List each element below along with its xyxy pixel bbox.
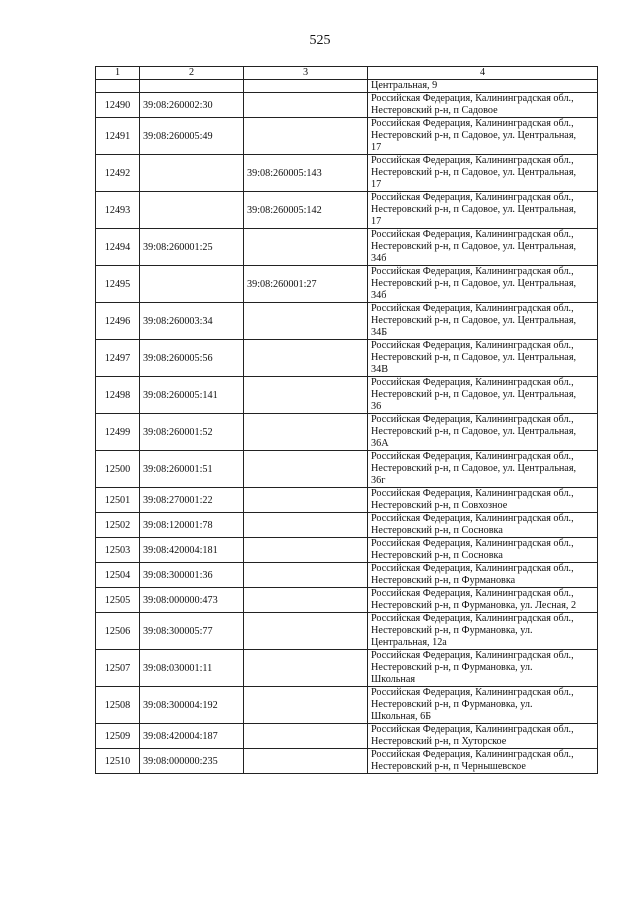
cadastral-number-building: 39:08:260005:143 bbox=[244, 155, 368, 192]
row-number: 12501 bbox=[96, 488, 140, 513]
cadastral-number-land: 39:08:120001:78 bbox=[140, 513, 244, 538]
table-row bbox=[96, 377, 598, 414]
table-row bbox=[96, 513, 598, 538]
table-row bbox=[96, 650, 598, 687]
table-row bbox=[96, 118, 598, 155]
row-number: 12508 bbox=[96, 687, 140, 724]
cadastral-number-building bbox=[244, 451, 368, 488]
address: Российская Федерация, Калининградская обл., Нестеровский р-н, п Садовое, ул. Центральная, 36 bbox=[368, 377, 598, 414]
cadastral-number-land: 39:08:420004:181 bbox=[140, 538, 244, 563]
table-row bbox=[96, 340, 598, 377]
header-col-1: 1 bbox=[96, 67, 140, 80]
row-number: 12495 bbox=[96, 266, 140, 303]
cadastral-number-land: 39:08:260003:34 bbox=[140, 303, 244, 340]
cadastral-number-land: 39:08:270001:22 bbox=[140, 488, 244, 513]
row-number: 12493 bbox=[96, 192, 140, 229]
cadastral-number-land: 39:08:260001:51 bbox=[140, 451, 244, 488]
row-number: 12510 bbox=[96, 749, 140, 774]
cadastral-number-building bbox=[244, 588, 368, 613]
table-row bbox=[96, 588, 598, 613]
cadastral-number-land: 39:08:000000:235 bbox=[140, 749, 244, 774]
row-number: 12496 bbox=[96, 303, 140, 340]
table-row bbox=[96, 488, 598, 513]
cadastral-number-land: 39:08:260005:141 bbox=[140, 377, 244, 414]
cadastral-number-building bbox=[244, 93, 368, 118]
header-col-3: 3 bbox=[244, 67, 368, 80]
cadastral-number-building: 39:08:260005:142 bbox=[244, 192, 368, 229]
cadastral-number-building bbox=[244, 724, 368, 749]
cadastral-number-land: 39:08:300005:77 bbox=[140, 613, 244, 650]
row-number: 12502 bbox=[96, 513, 140, 538]
row-number: 12497 bbox=[96, 340, 140, 377]
table-row bbox=[96, 192, 598, 229]
address: Российская Федерация, Калининградская обл., Нестеровский р-н, п Садовое, ул. Центральная, 36А bbox=[368, 414, 598, 451]
address: Российская Федерация, Калининградская обл., Нестеровский р-н, п Фурмановка, ул. Лесная, 2 bbox=[368, 588, 598, 613]
table-row bbox=[96, 155, 598, 192]
row-number: 12494 bbox=[96, 229, 140, 266]
address: Российская Федерация, Калининградская обл., Нестеровский р-н, п Садовое, ул. Центральная, 17 bbox=[368, 192, 598, 229]
cadastral-number-building bbox=[244, 513, 368, 538]
page-number: 525 bbox=[309, 33, 331, 48]
table-row bbox=[96, 229, 598, 266]
cadastral-number-building bbox=[244, 80, 368, 93]
address: Российская Федерация, Калининградская обл., Нестеровский р-н, п Чернышевское bbox=[368, 749, 598, 774]
cadastral-number-land bbox=[140, 192, 244, 229]
address: Российская Федерация, Калининградская обл., Нестеровский р-н, п Фурмановка bbox=[368, 563, 598, 588]
cadastral-number-land: 39:08:260001:25 bbox=[140, 229, 244, 266]
cadastral-number-building bbox=[244, 414, 368, 451]
cadastral-number-building bbox=[244, 377, 368, 414]
table-row bbox=[96, 451, 598, 488]
registry-table bbox=[95, 66, 598, 774]
cadastral-number-building: 39:08:260001:27 bbox=[244, 266, 368, 303]
cadastral-number-building bbox=[244, 613, 368, 650]
cadastral-number-land bbox=[140, 266, 244, 303]
row-number: 12509 bbox=[96, 724, 140, 749]
row-number: 12500 bbox=[96, 451, 140, 488]
address: Российская Федерация, Калининградская обл., Нестеровский р-н, п Совхозное bbox=[368, 488, 598, 513]
address: Российская Федерация, Калининградская обл., Нестеровский р-н, п Сосновка bbox=[368, 538, 598, 563]
table-row bbox=[96, 749, 598, 774]
cadastral-number-land: 39:08:420004:187 bbox=[140, 724, 244, 749]
header-col-4: 4 bbox=[368, 67, 598, 80]
address: Российская Федерация, Калининградская обл., Нестеровский р-н, п Садовое, ул. Центральная, 34б bbox=[368, 266, 598, 303]
header-col-2: 2 bbox=[140, 67, 244, 80]
table-row bbox=[96, 414, 598, 451]
address: Российская Федерация, Калининградская обл., Нестеровский р-н, п Хуторское bbox=[368, 724, 598, 749]
cadastral-number-land: 39:08:300001:36 bbox=[140, 563, 244, 588]
cadastral-number-building bbox=[244, 538, 368, 563]
cadastral-number-land: 39:08:260005:56 bbox=[140, 340, 244, 377]
row-number: 12492 bbox=[96, 155, 140, 192]
cadastral-number-land: 39:08:260002:30 bbox=[140, 93, 244, 118]
table-row bbox=[96, 303, 598, 340]
row-number: 12503 bbox=[96, 538, 140, 563]
address: Российская Федерация, Калининградская обл., Нестеровский р-н, п Садовое, ул. Центральная, 34В bbox=[368, 340, 598, 377]
address: Российская Федерация, Калининградская обл., Нестеровский р-н, п Садовое, ул. Центральная, 36г bbox=[368, 451, 598, 488]
cadastral-number-building bbox=[244, 687, 368, 724]
cadastral-number-building bbox=[244, 118, 368, 155]
row-number: 12507 bbox=[96, 650, 140, 687]
row-number: 12491 bbox=[96, 118, 140, 155]
cadastral-number-land: 39:08:030001:11 bbox=[140, 650, 244, 687]
address: Российская Федерация, Калининградская обл., Нестеровский р-н, п Садовое, ул. Центральная, 34Б bbox=[368, 303, 598, 340]
cadastral-number-land: 39:08:000000:473 bbox=[140, 588, 244, 613]
cadastral-number-land bbox=[140, 155, 244, 192]
address: Российская Федерация, Калининградская обл., Нестеровский р-н, п Фурмановка, ул. Школьная, 6Б bbox=[368, 687, 598, 724]
row-number: 12504 bbox=[96, 563, 140, 588]
table-row bbox=[96, 80, 598, 93]
address: Российская Федерация, Калининградская обл., Нестеровский р-н, п Сосновка bbox=[368, 513, 598, 538]
cadastral-number-building bbox=[244, 749, 368, 774]
table-row bbox=[96, 687, 598, 724]
table-row bbox=[96, 613, 598, 650]
row-number: 12498 bbox=[96, 377, 140, 414]
table-row bbox=[96, 724, 598, 749]
table-row bbox=[96, 266, 598, 303]
cadastral-number-building bbox=[244, 563, 368, 588]
address: Российская Федерация, Калининградская обл., Нестеровский р-н, п Садовое, ул. Центральная, 34б bbox=[368, 229, 598, 266]
address: Российская Федерация, Калининградская обл., Нестеровский р-н, п Садовое, ул. Центральная, 17 bbox=[368, 118, 598, 155]
cadastral-number-building bbox=[244, 488, 368, 513]
cadastral-number-building bbox=[244, 340, 368, 377]
address: Российская Федерация, Калининградская обл., Нестеровский р-н, п Садовое bbox=[368, 93, 598, 118]
row-number: 12505 bbox=[96, 588, 140, 613]
cadastral-number-land: 39:08:300004:192 bbox=[140, 687, 244, 724]
row-number bbox=[96, 80, 140, 93]
row-number: 12506 bbox=[96, 613, 140, 650]
header-row bbox=[96, 67, 598, 80]
row-number: 12499 bbox=[96, 414, 140, 451]
table-row bbox=[96, 538, 598, 563]
cadastral-number-building bbox=[244, 229, 368, 266]
cadastral-number-land: 39:08:260001:52 bbox=[140, 414, 244, 451]
cadastral-number-land bbox=[140, 80, 244, 93]
address: Российская Федерация, Калининградская обл., Нестеровский р-н, п Фурмановка, ул. Центральная, 12а bbox=[368, 613, 598, 650]
cadastral-number-building bbox=[244, 650, 368, 687]
address: Российская Федерация, Калининградская обл., Нестеровский р-н, п Фурмановка, ул. Школьная bbox=[368, 650, 598, 687]
cadastral-number-land: 39:08:260005:49 bbox=[140, 118, 244, 155]
cadastral-number-building bbox=[244, 303, 368, 340]
address: Центральная, 9 bbox=[368, 80, 598, 93]
address: Российская Федерация, Калининградская обл., Нестеровский р-н, п Садовое, ул. Центральная, 17 bbox=[368, 155, 598, 192]
row-number: 12490 bbox=[96, 93, 140, 118]
table-row bbox=[96, 93, 598, 118]
table-row bbox=[96, 563, 598, 588]
